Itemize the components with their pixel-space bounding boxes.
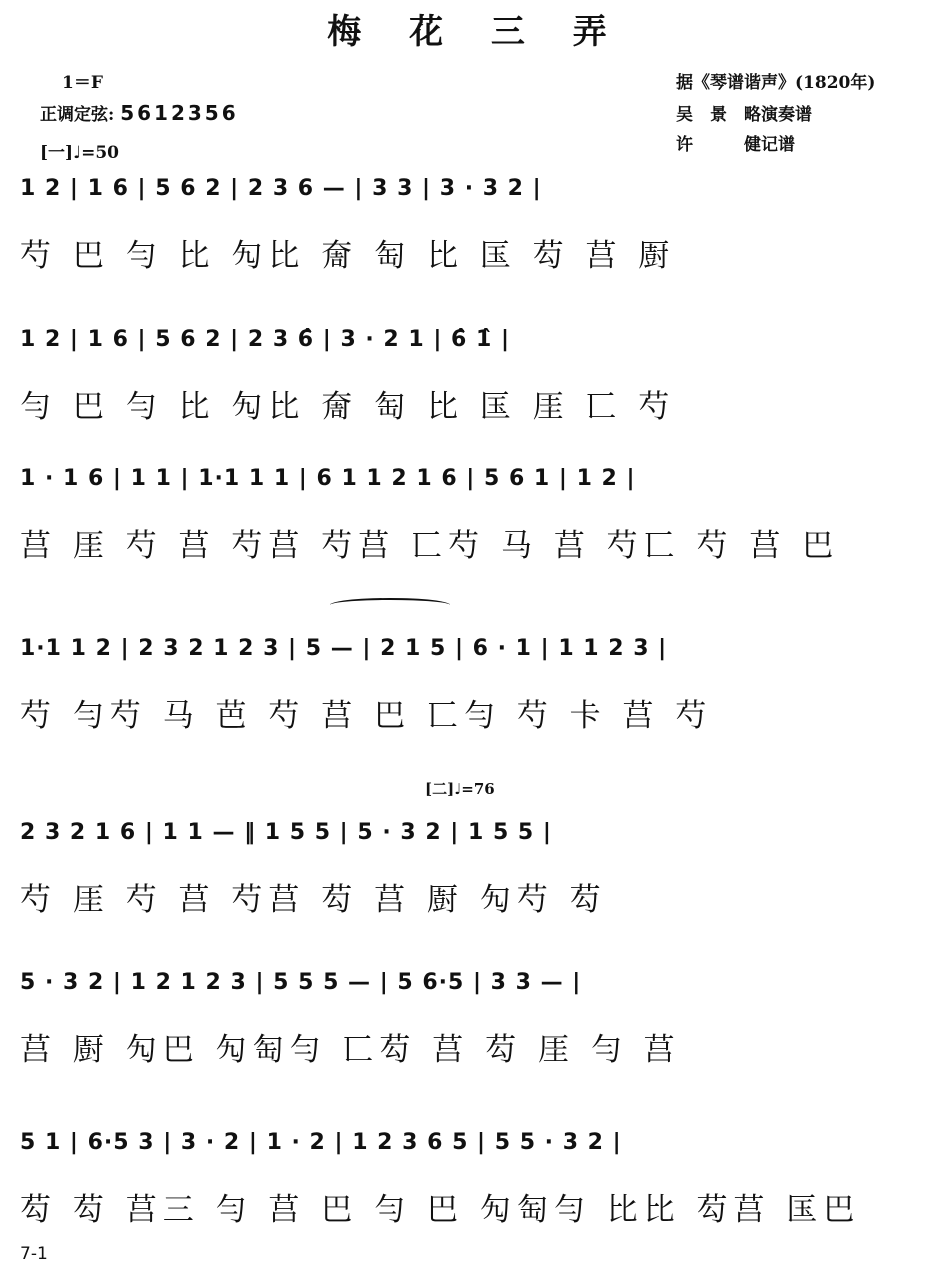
score-system-1 <box>20 176 932 296</box>
jianpu-notes: 2 3 2 1 6 | 1 1 — ‖ 1 5 5 | 5 · 3 2 | 1 5 5 | <box>20 820 552 845</box>
jianpu-notes: 1 2 | 1 6 | 5 6 2 | 2 3 6̂ | 3 · 2 1 | 6̂ 1̂ | <box>20 327 511 352</box>
score-system-2 <box>20 327 932 447</box>
page-number: 7-1 <box>20 1244 48 1264</box>
jianpu-notes: 5 1 | 6·5 3 | 3 · 2 | 1 · 2 | 1 2 3 6 5 | 5 5 · 3 2 | <box>20 1130 622 1155</box>
jianpu-notes: 1 2 | 1 6 | 5 6 2 | 2 3 6 — | 3 3 | 3 · 3 2 | <box>20 176 542 201</box>
jianzipu-tablature: 芍 勻芍 马 芭 芍 莒 巴 匸勻 芍 卡 莒 芍 <box>20 698 713 734</box>
jianzipu-tablature: 莒 㕑 勼巴 勼匋勻 匸芶 莒 芶 厓 勻 莒 <box>20 1032 681 1068</box>
page-title: 梅 花 三 弄 <box>327 12 625 52</box>
tuning-notes: 5612356 <box>120 101 239 125</box>
tuning <box>40 100 239 125</box>
performer-line: 吴 景 略演奏谱 <box>676 105 812 125</box>
score-system-5 <box>20 820 932 940</box>
score-system-6 <box>20 970 932 1090</box>
score-system-3 <box>20 466 932 586</box>
jianpu-notes: 5 · 3 2 | 1 2 1 2 3 | 5 5 5 — | 5 6·5 | 3 3 — | <box>20 970 582 995</box>
section1-tempo: [一]♩=50 <box>40 143 120 163</box>
score-system-7 <box>20 1130 932 1250</box>
jianzipu-tablature: 芍 厓 芍 莒 芍莒 芶 莒 㕑 勼芍 芶 <box>20 882 607 918</box>
jianpu-notes: 1 · 1 6 | 1 1 | 1·1 1 1 | 6 1 1 2 1 6 | 5 6 1 | 1 2 | <box>20 466 636 491</box>
key-signature: 1＝F <box>62 73 103 93</box>
tuning-label: 正调定弦: <box>40 105 115 125</box>
section2-tempo: [二]♩=76 <box>425 780 495 798</box>
source-line: 据《琴谱谐声》(1820年) <box>676 73 876 93</box>
score-system-4 <box>20 636 932 756</box>
slur-mark <box>330 598 450 612</box>
jianpu-notes: 1·1 1 2 | 2 3 2 1 2 3 | 5 — | 2 1 5 | 6 · 1 | 1 1 2 3 | <box>20 636 668 661</box>
jianzipu-tablature: 勻 巴 勻 比 勼比 奝 匋 比 匤 厓 匸 芍 <box>20 389 676 425</box>
jianzipu-tablature: 芍 巴 勻 比 勼比 奝 匋 比 匤 芶 莒 㕑 <box>20 238 676 274</box>
transcriber-line: 许 健记谱 <box>676 135 795 155</box>
jianzipu-tablature: 莒 厓 芍 莒 芍莒 芍莒 匸芍 马 莒 芍匸 芍 莒 巴 <box>20 528 840 564</box>
jianzipu-tablature: 芶 芶 莒三 勻 莒 巴 勻 巴 勼匋勻 比比 芶莒 匤巴 <box>20 1192 861 1228</box>
